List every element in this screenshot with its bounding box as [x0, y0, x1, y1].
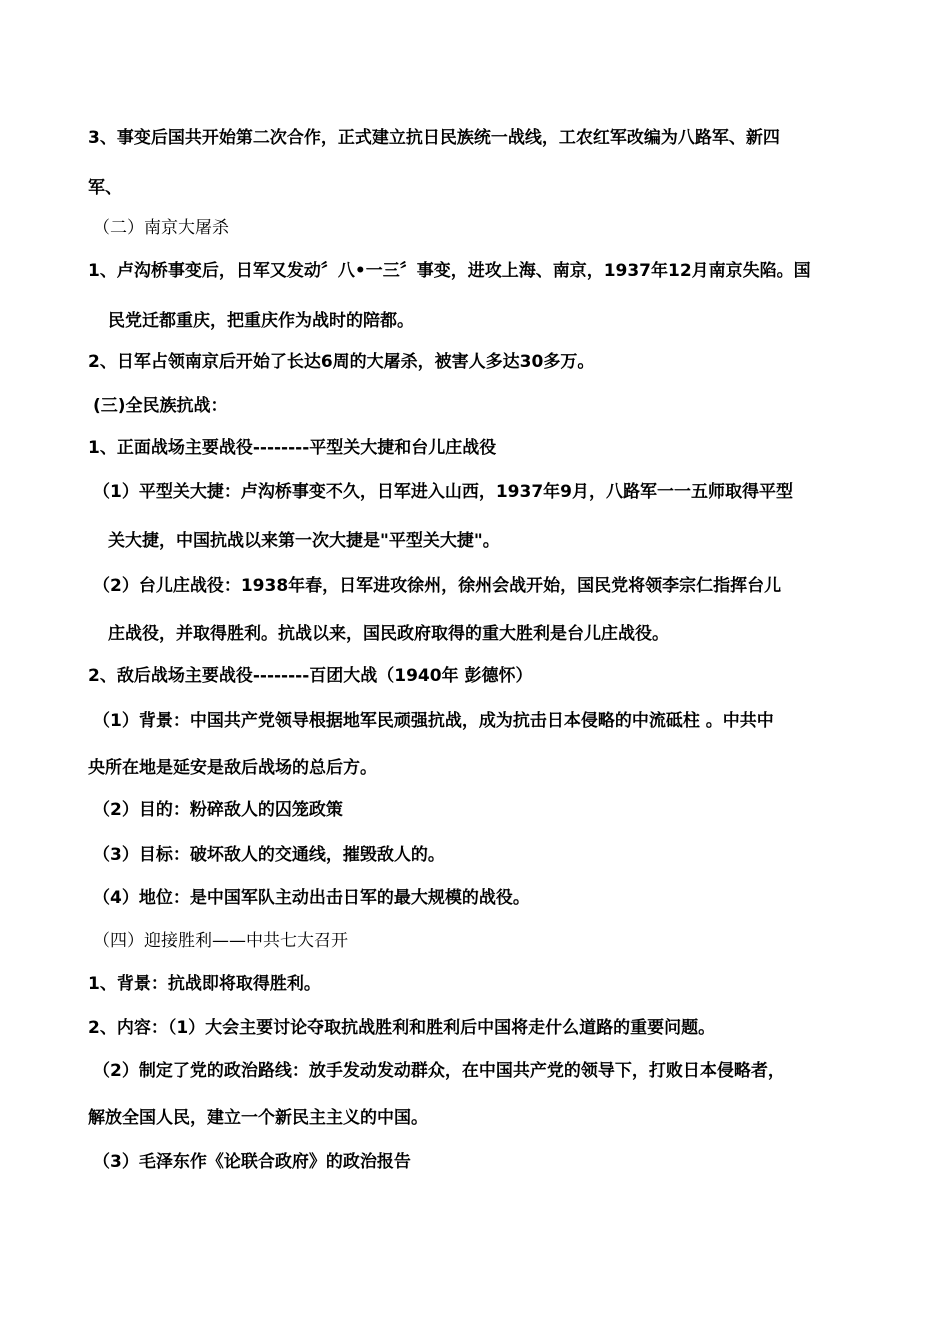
text-line: （3）目标：破坏敌人的交通线，摧毁敌人的。 — [93, 845, 445, 865]
text-line: 1、卢沟桥事变后，日军又发动〞八•一三〞事变，进攻上海、南京，1937年12月南京失陷。国 — [88, 261, 811, 281]
text-line: （4）地位：是中国军队主动出击日军的最大规模的战役。 — [93, 888, 530, 908]
text-line: 解放全国人民，建立一个新民主主义的中国。 — [88, 1108, 428, 1128]
text-line: 民党迁都重庆，把重庆作为战时的陪都。 — [108, 311, 414, 331]
text-line: （2）台儿庄战役：1938年春，日军进攻徐州，徐州会战开始，国民党将领李宗仁指挥台儿 — [93, 576, 782, 596]
text-line: 1、背景：抗战即将取得胜利。 — [88, 974, 321, 994]
text-line: （2）目的：粉碎敌人的囚笼政策 — [93, 800, 343, 820]
section-heading: （二）南京大屠杀 — [93, 218, 229, 238]
text-line: 关大捷，中国抗战以来第一次大捷是"平型关大捷"。 — [108, 531, 500, 551]
text-line: 军、 — [88, 178, 122, 198]
text-line: 3、事变后国共开始第二次合作，正式建立抗日民族统一战线，工农红军改编为八路军、新四 — [88, 128, 780, 148]
text-line: （2）制定了党的政治路线：放手发动发动群众，在中国共产党的领导下，打败日本侵略者， — [93, 1061, 785, 1081]
text-line: 2、内容：（1）大会主要讨论夺取抗战胜利和胜利后中国将走什么道路的重要问题。 — [88, 1018, 716, 1038]
text-line: （1）背景：中国共产党领导根据地军民顽强抗战，成为抗击日本侵略的中流砥柱 。中共中 — [93, 711, 774, 731]
text-line: 2、敌后战场主要战役--------百团大战（1940年 彭德怀） — [88, 666, 533, 686]
text-line: 2、日军占领南京后开始了长达6周的大屠杀，被害人多达30多万。 — [88, 352, 595, 372]
text-line: （1）平型关大捷：卢沟桥事变不久，日军进入山西，1937年9月，八路军一一五师取得平型 — [93, 482, 793, 502]
text-line: （3）毛泽东作《论联合政府》的政治报告 — [93, 1152, 411, 1172]
text-line: 1、正面战场主要战役--------平型关大捷和台儿庄战役 — [88, 438, 497, 458]
section-heading: (三)全民族抗战： — [93, 396, 228, 416]
section-heading: （四）迎接胜利——中共七大召开 — [93, 931, 348, 951]
text-line: 庄战役，并取得胜利。抗战以来，国民政府取得的重大胜利是台儿庄战役。 — [108, 624, 669, 644]
text-line: 央所在地是延安是敌后战场的总后方。 — [88, 758, 377, 778]
